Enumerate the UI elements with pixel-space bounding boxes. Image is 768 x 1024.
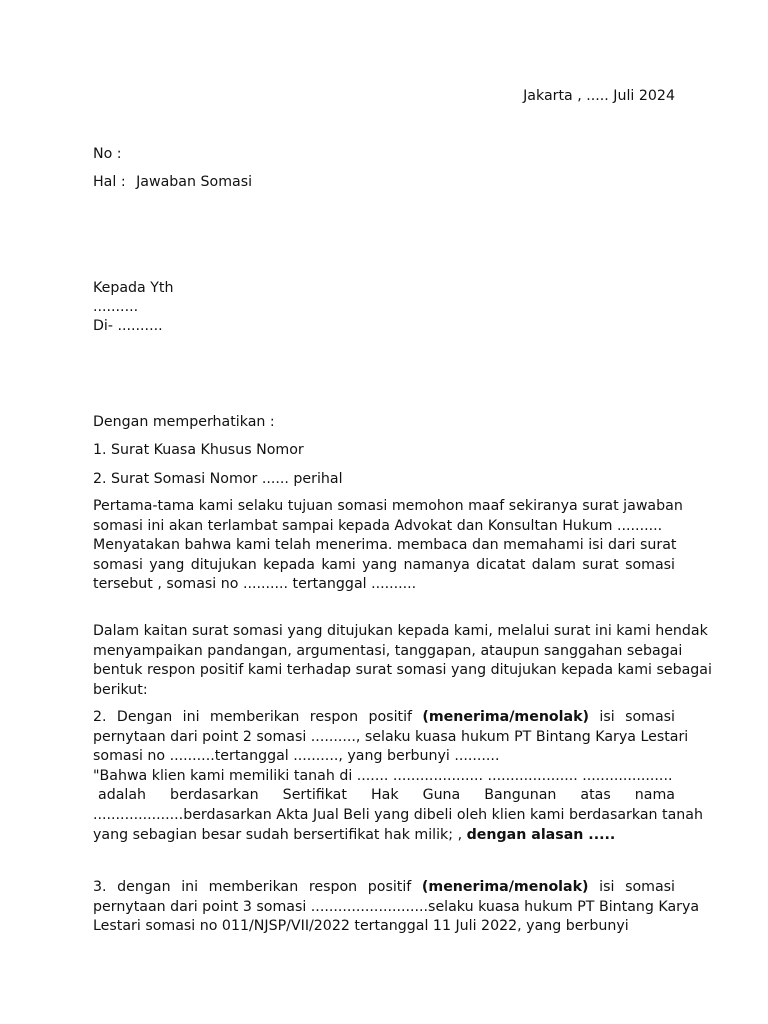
point-2-line-7 bbox=[93, 826, 675, 846]
point-3-line-1 bbox=[93, 878, 675, 898]
paragraph-line: Dalam kaitan surat somasi yang ditujukan kepada kami, melalui surat ini kami hendak bbox=[93, 623, 708, 639]
paragraph-line: adalah berdasarkan Sertifikat Hak Guna Bangunan atas nama bbox=[98, 787, 675, 804]
point-2-closing: yang sebagian besar sudah bersertifikat hak milik; , bbox=[93, 826, 463, 843]
paragraph-line: bentuk respon positif kami terhadap surat somasi yang ditujukan kepada kami sebagai bbox=[93, 662, 712, 679]
paragraph-line: pernytaan dari point 2 somasi .........., selaku kuasa hukum PT Bintang Karya Lestari bbox=[93, 728, 689, 745]
point-2-reason: dengan alasan ..... bbox=[466, 826, 616, 843]
subject-line bbox=[93, 173, 252, 192]
point-3 bbox=[93, 878, 700, 937]
paragraph-line: Lestari somasi no 011/NJSP/VII/2022 tertanggal 11 Juli 2022, yang berbunyi bbox=[93, 918, 629, 935]
paragraph-line: somasi yang ditujukan kepada kami yang namanya dicatat dalam surat somasi bbox=[93, 556, 675, 573]
recipient-name: .......... bbox=[93, 299, 139, 315]
paragraph-line: Menyatakan bahwa kami telah menerima. membaca dan memahami isi dari surat bbox=[93, 537, 677, 554]
recipient-to: Kepada Yth bbox=[93, 280, 174, 296]
paragraph-line: menyampaikan pandangan, argumentasi, tanggapan, ataupun sanggahan sebagai bbox=[93, 642, 683, 659]
subject-label: Hal : bbox=[93, 174, 126, 190]
paragraph-line: ....................berdasarkan Akta Jual Beli yang dibeli oleh klien kami berdasarkan tanah bbox=[93, 806, 703, 823]
paragraph-line: pernytaan dari point 3 somasi ..........................selaku kuasa hukum PT Bintang Karya bbox=[93, 898, 700, 915]
point-3-tail: isi somasi bbox=[599, 879, 675, 895]
point-2-choice: (menerima/menolak) bbox=[422, 709, 590, 725]
date-line: Jakarta , ..... Juli 2024 bbox=[523, 88, 675, 104]
point-2 bbox=[93, 708, 703, 845]
paragraph-line: Pertama-tama kami selaku tujuan somasi memohon maaf sekiranya surat jawaban bbox=[93, 498, 683, 514]
point-2-tail: isi somasi bbox=[599, 709, 675, 725]
point-3-choice: (menerima/menolak) bbox=[421, 879, 589, 895]
paragraph-line: somasi no ..........tertanggal .........., yang berbunyi .......... bbox=[93, 748, 500, 765]
point-2-lead: 2. Dengan ini memberikan respon positif bbox=[93, 709, 413, 725]
paragraph-line: "Bahwa klien kami memiliki tanah di ....... .................... .................... .................... bbox=[93, 767, 673, 784]
recipient-di: Di- .......... bbox=[93, 318, 163, 334]
point-3-lead: 3. dengan ini memberikan respon positif bbox=[93, 879, 412, 895]
paragraph-line: somasi ini akan terlambat sampai kepada Advokat dan Konsultan Hukum .......... bbox=[93, 517, 663, 534]
considering-item-1: 1. Surat Kuasa Khusus Nomor bbox=[93, 442, 304, 458]
paragraph-context bbox=[93, 622, 712, 700]
paragraph-opening bbox=[93, 497, 683, 595]
considering-intro: Dengan memperhatikan : bbox=[93, 414, 275, 430]
paragraph-line: tersebut , somasi no .......... tertanggal .......... bbox=[93, 576, 417, 593]
number-line: No : bbox=[93, 146, 122, 162]
considering-item-2: 2. Surat Somasi Nomor ...... perihal bbox=[93, 471, 343, 487]
point-2-line-1 bbox=[93, 708, 675, 728]
paragraph-line: berikut: bbox=[93, 681, 148, 698]
subject-value: Jawaban Somasi bbox=[136, 174, 253, 190]
